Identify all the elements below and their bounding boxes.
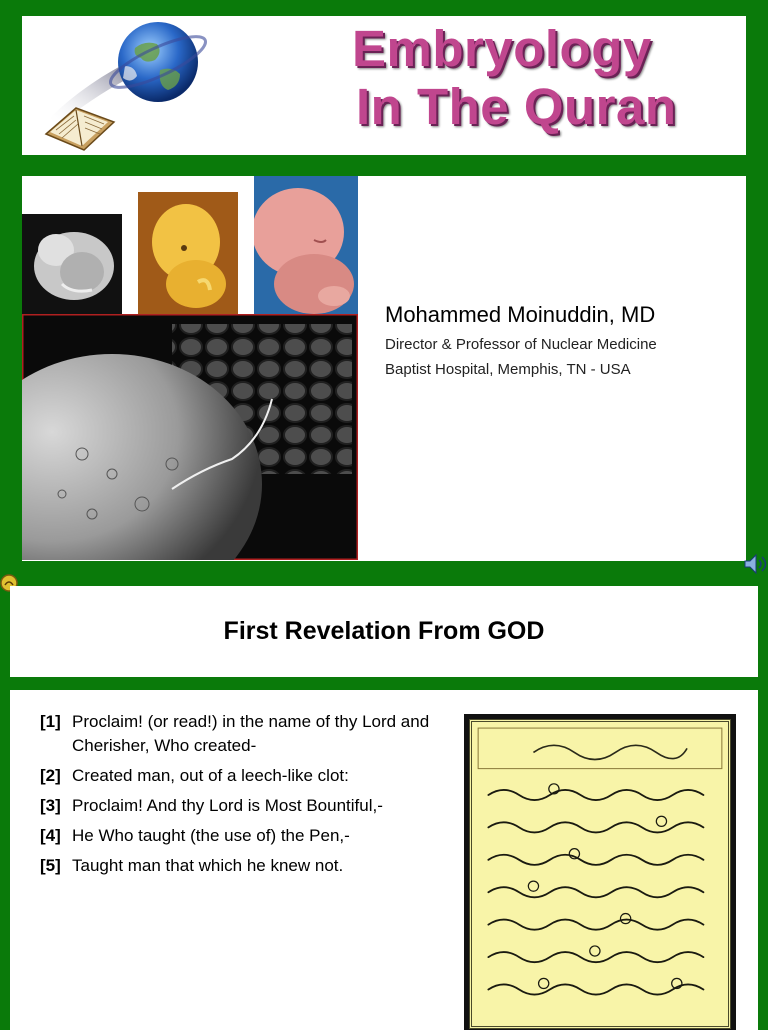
verse-text: Proclaim! And thy Lord is Most Bountiful,- (72, 796, 383, 815)
verse-number: [3] (40, 796, 61, 815)
verse-item (40, 794, 460, 818)
quran-calligraphy-panel (469, 719, 731, 1029)
verse-number: [2] (40, 766, 61, 785)
affiliation-location: Baptist Hospital, Memphis, TN - USA (385, 361, 631, 378)
quran-verse-image (464, 714, 736, 1030)
banner (22, 16, 746, 155)
revelation-heading-panel (10, 586, 758, 677)
banner-title (352, 20, 732, 136)
verse-text: Created man, out of a leech-like clot: (72, 766, 349, 785)
verse-text: He Who taught (the use of) the Pen,- (72, 826, 350, 845)
globe-and-book-logo (30, 18, 230, 154)
verse-item (40, 764, 460, 788)
arabic-calligraphy-illustration (472, 722, 728, 1026)
author-name: Mohammed Moinuddin, MD (385, 302, 656, 327)
title-slide (22, 176, 746, 561)
egg-sperm-micrograph (22, 314, 358, 560)
banner-title-line2: In The Quran (356, 78, 677, 135)
verse-list (40, 710, 460, 884)
embryo-photo-yellow (138, 192, 238, 314)
verse-item (40, 824, 460, 848)
verse-item (40, 854, 460, 878)
verse-item (40, 710, 460, 758)
verse-text: Taught man that which he knew not. (72, 856, 344, 875)
revelation-heading: First Revelation From GOD (223, 617, 545, 645)
verse-text: Proclaim! (or read!) in the name of thy Lord and Cherisher, Who created- (72, 712, 430, 755)
affiliation-title: Director & Professor of Nuclear Medicine (385, 336, 657, 353)
embryo-photo-bw (22, 214, 122, 314)
verse-number: [5] (40, 856, 61, 875)
verse-number: [4] (40, 826, 61, 845)
revelation-body (10, 690, 758, 1030)
banner-title-line1: Embryology (352, 20, 652, 77)
speaker-icon[interactable] (742, 551, 768, 577)
globe-icon (105, 22, 211, 102)
verse-number: [1] (40, 712, 61, 731)
fetus-photo (254, 176, 358, 314)
